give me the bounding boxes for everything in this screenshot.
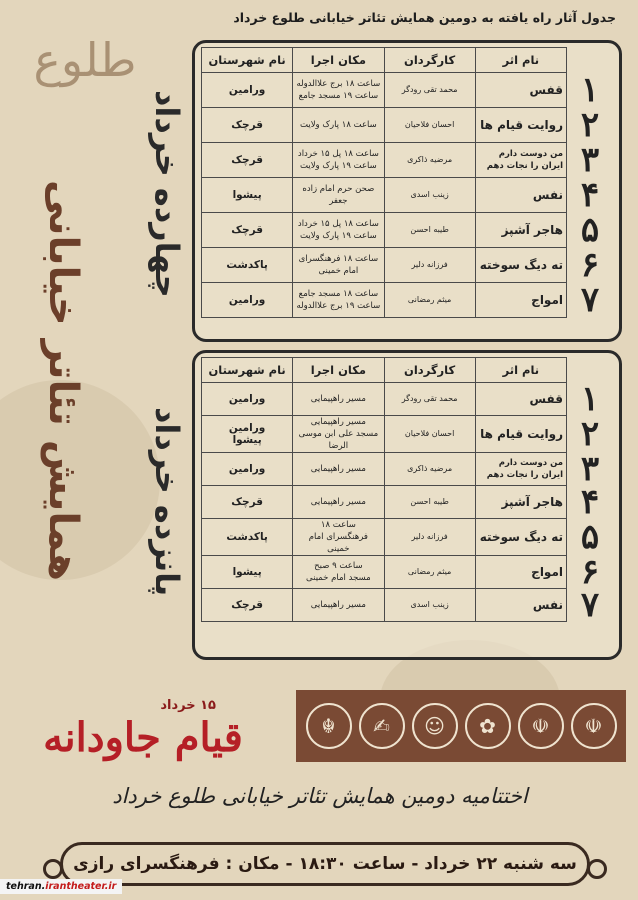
row-number: ۵ <box>580 518 600 556</box>
table-row <box>202 486 614 519</box>
qiyam-banner <box>8 688 278 776</box>
director-column-header: کارگردان <box>384 358 475 383</box>
city-cell: قرچک <box>202 143 293 178</box>
closing-details: سه شنبه ۲۲ خرداد - ساعت ۱۸:۳۰ - مکان : فرهنگسرای رازی <box>73 854 577 874</box>
play-title: امواج <box>475 283 566 318</box>
table-row <box>202 108 614 143</box>
play-title: هاجر آشپز <box>475 486 566 519</box>
play-title: ته دیگ سوخته <box>475 248 566 283</box>
row-number: ۳ <box>580 452 600 486</box>
day2-schedule-panel <box>192 350 622 660</box>
table-row <box>202 178 614 213</box>
row-number: ۱ <box>580 72 600 108</box>
city-cell: ورامین <box>202 73 293 108</box>
venue-cell: مسیر راهپیمایی <box>293 453 384 486</box>
iran-emblem-icon-2: ☫ <box>571 703 617 749</box>
row-number: ۴ <box>580 177 600 213</box>
city-cell: قرچک <box>202 486 293 519</box>
city-cell: قرچک <box>202 213 293 248</box>
day1-vertical-label: چهارده خرداد <box>148 90 186 298</box>
director-name: میثم رمضانی <box>384 556 475 589</box>
city-column-header: نام شهرستان <box>202 48 293 73</box>
table-header-row <box>202 48 614 73</box>
play-title: هاجر آشپز <box>475 213 566 248</box>
venue-cell: ساعت ۱۸ فرهنگسرای امام خمینی <box>293 248 384 283</box>
play-title: نفس <box>475 589 566 622</box>
closing-ceremony-title: اختتامیه دومین همایش تئاتر خیابانی طلوع خرداد <box>112 784 528 808</box>
venue-cell: مسیر راهپیمایی <box>293 589 384 622</box>
director-name: محمد تقی رودگر <box>384 383 475 416</box>
row-number: ۴ <box>580 485 600 519</box>
venue-cell: مسیر راهپیمایی مسجد علی ابن موسی الرضا <box>293 416 384 453</box>
row-number: ۲ <box>580 107 600 143</box>
venue-cell: ساعت ۱۸ برج علاالدوله ساعت ۱۹ مسجد جامع <box>293 73 384 108</box>
day2-vertical-label: پانزده خرداد <box>148 407 186 597</box>
row-number: ۷ <box>580 588 600 622</box>
row-number: ۶ <box>580 555 600 589</box>
play-title: ته دیگ سوخته <box>475 519 566 556</box>
row-number: ۵ <box>580 212 600 248</box>
director-column-header: کارگردان <box>384 48 475 73</box>
source-watermark[interactable] <box>0 879 122 894</box>
iran-emblem-icon: ☫ <box>518 703 564 749</box>
director-name: مرضیه ذاکری <box>384 453 475 486</box>
day1-schedule-table <box>201 47 613 318</box>
venue-cell: ساعت ۱۸ پل ۱۵ خرداد ساعت ۱۹ پارک ولایت <box>293 213 384 248</box>
emblem-icon: ☬ <box>306 703 352 749</box>
sponsor-logo-strip <box>296 690 626 762</box>
table-row <box>202 519 614 556</box>
city-cell: ورامین پیشوا <box>202 416 293 453</box>
row-number: ۳ <box>580 142 600 178</box>
festival-logo: طلوع <box>33 33 137 87</box>
table-row <box>202 248 614 283</box>
play-title: قفس <box>475 383 566 416</box>
ribbon-knot-icon <box>43 859 63 879</box>
director-name: مرضیه ذاکری <box>384 143 475 178</box>
banner-headline: قیام جاودانه <box>43 714 243 761</box>
play-title: قفس <box>475 73 566 108</box>
venue-cell: مسیر راهپیمایی <box>293 383 384 416</box>
table-row <box>202 283 614 318</box>
seal-icon: ✿ <box>465 703 511 749</box>
title-column-header: نام اثر <box>475 48 566 73</box>
table-row <box>202 453 614 486</box>
venue-cell: ساعت ۱۸ فرهنگسرای امام خمینی <box>293 519 384 556</box>
director-name: طیبه احسن <box>384 486 475 519</box>
play-title: من دوست دارم ایران را نجات دهم <box>475 143 566 178</box>
venue-column-header: مکان اجرا <box>293 48 384 73</box>
venue-cell: ساعت ۹ صبح مسجد امام خمینی <box>293 556 384 589</box>
venue-cell: صحن حرم امام زاده جعفر <box>293 178 384 213</box>
title-column-header: نام اثر <box>475 358 566 383</box>
table-row <box>202 143 614 178</box>
city-cell: ورامین <box>202 383 293 416</box>
director-name: زینب اسدی <box>384 589 475 622</box>
city-cell: پاکدشت <box>202 519 293 556</box>
city-cell: ورامین <box>202 283 293 318</box>
venue-column-header: مکان اجرا <box>293 358 384 383</box>
venue-cell: ساعت ۱۸ مسجد جامع ساعت ۱۹ برج علاالدوله <box>293 283 384 318</box>
city-cell: پاکدشت <box>202 248 293 283</box>
table-row <box>202 556 614 589</box>
city-cell: پیشوا <box>202 178 293 213</box>
city-cell: قرچک <box>202 589 293 622</box>
director-name: احسان فلاحیان <box>384 108 475 143</box>
table-row <box>202 213 614 248</box>
row-number: ۱ <box>580 382 600 416</box>
calligraphy-logo-icon: ✍ <box>359 703 405 749</box>
play-title: روایت قیام ها <box>475 108 566 143</box>
ribbon-knot-icon <box>587 859 607 879</box>
director-name: میثم رمضانی <box>384 283 475 318</box>
number-column-header <box>567 48 614 73</box>
theater-mask-icon: ☺ <box>412 703 458 749</box>
director-name: زینب اسدی <box>384 178 475 213</box>
number-column-header <box>567 358 614 383</box>
table-row <box>202 416 614 453</box>
play-title: روایت قیام ها <box>475 416 566 453</box>
city-cell: ورامین <box>202 453 293 486</box>
row-number: ۷ <box>580 282 600 318</box>
table-row <box>202 589 614 622</box>
venue-cell: مسیر راهپیمایی <box>293 486 384 519</box>
table-row <box>202 73 614 108</box>
director-name: فرزانه دلیر <box>384 248 475 283</box>
director-name: فرزانه دلیر <box>384 519 475 556</box>
day1-schedule-panel <box>192 40 622 342</box>
url-prefix: tehran. <box>6 881 46 892</box>
play-title: من دوست دارم ایران را نجات دهم <box>475 453 566 486</box>
page-title: جدول آثار راه یافته به دومین همایش تئاتر خیابانی طلوع خرداد <box>233 10 616 25</box>
city-column-header: نام شهرستان <box>202 358 293 383</box>
url-domain: iranthеater.ir <box>45 881 117 892</box>
play-title: نفس <box>475 178 566 213</box>
director-name: محمد تقی رودگر <box>384 73 475 108</box>
table-header-row <box>202 358 614 383</box>
venue-cell: ساعت ۱۸ پارک ولایت <box>293 108 384 143</box>
row-number: ۶ <box>580 247 600 283</box>
table-row <box>202 383 614 416</box>
row-number: ۲ <box>580 415 600 453</box>
day2-schedule-table <box>201 357 613 622</box>
city-cell: پیشوا <box>202 556 293 589</box>
director-name: طیبه احسن <box>384 213 475 248</box>
play-title: امواج <box>475 556 566 589</box>
city-cell: قرچک <box>202 108 293 143</box>
venue-cell: ساعت ۱۸ پل ۱۵ خرداد ساعت ۱۹ پارک ولایت <box>293 143 384 178</box>
director-name: احسان فلاحیان <box>384 416 475 453</box>
festival-vertical-title: همایش تئاتر خیابانی <box>40 179 86 581</box>
closing-details-ribbon <box>60 842 590 886</box>
banner-date: ۱۵ خرداد <box>160 698 216 713</box>
